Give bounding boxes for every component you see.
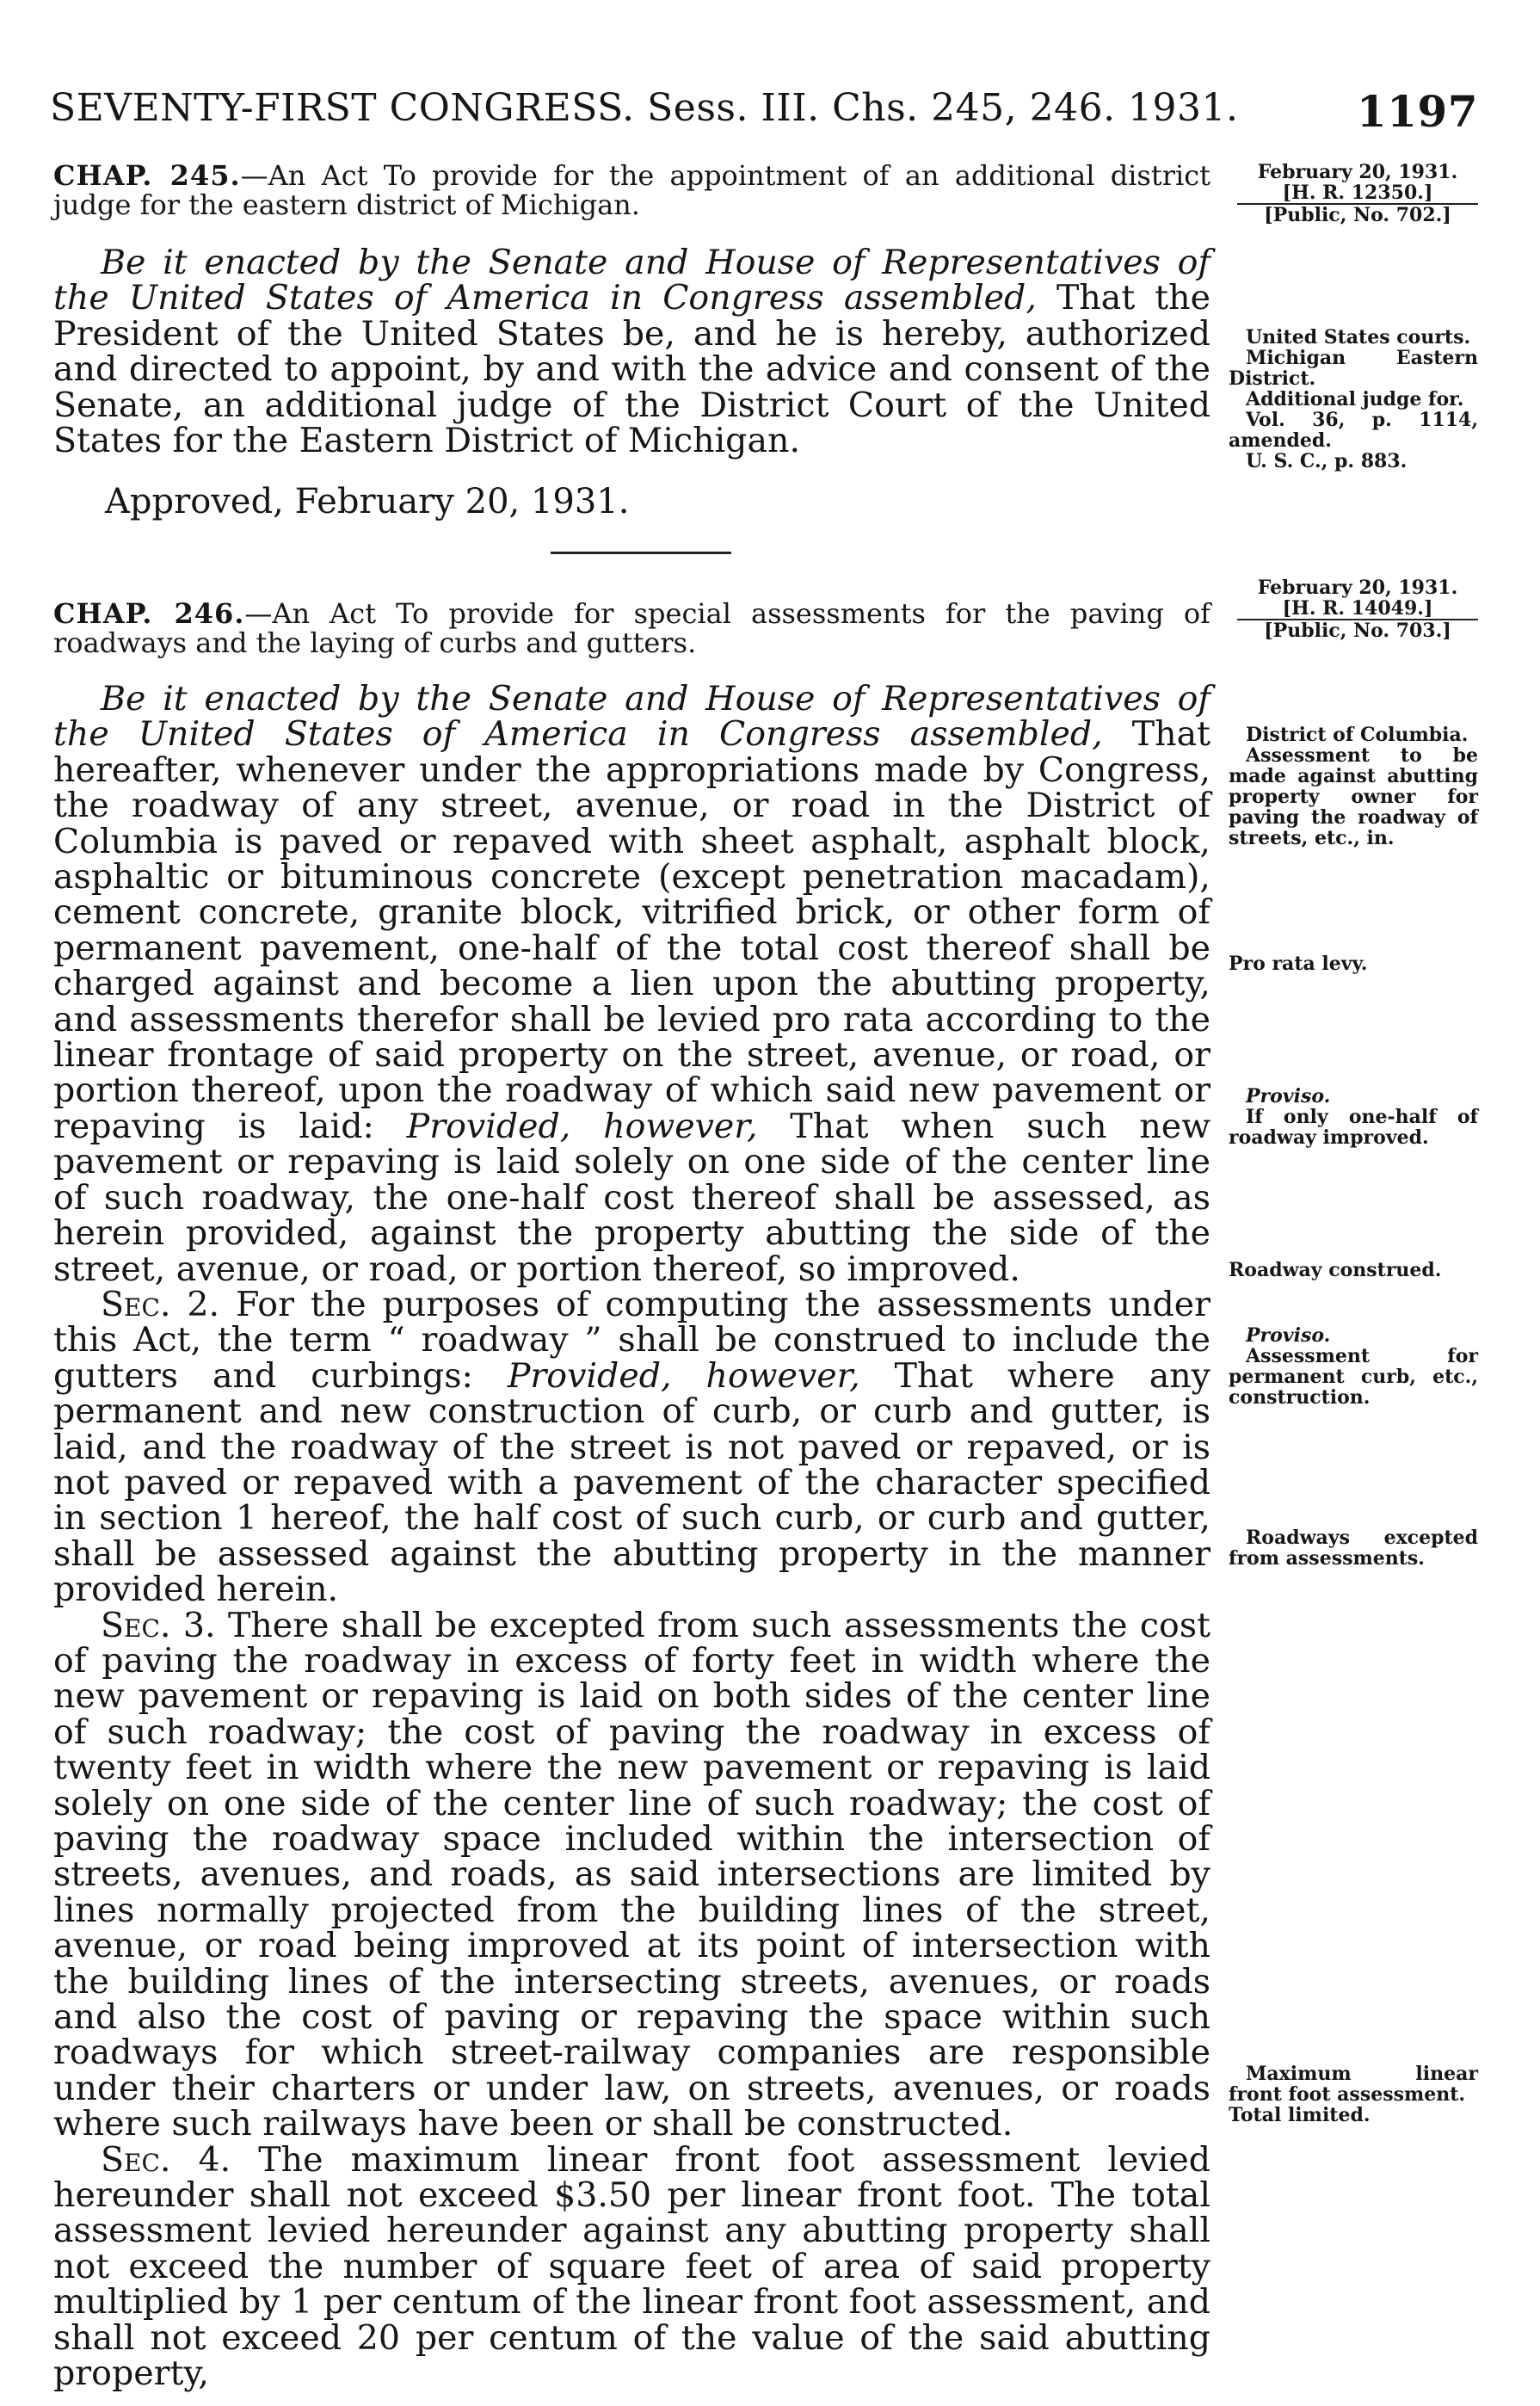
sec2-label: Sec. 2. <box>101 1284 220 1324</box>
margin-roadway-text: Roadway construed. <box>1229 1259 1442 1281</box>
chap245-bill: [H. R. 12350.] <box>1237 182 1478 205</box>
chap246-bill: [H. R. 14049.] <box>1237 598 1478 620</box>
chap246-date: February 20, 1931. <box>1257 577 1458 599</box>
sec2-text-b: That where any permanent and new construction of curb, or curb and gutter, is laid, and the roadway of the street is not paved or repaved, or is not paved or repaved with a pavement of the character specified in section 1 hereof, the half cost of such curb, or curb and gutter, shall be assessed against the abutting property in the manner provided herein. <box>53 1355 1210 1610</box>
margin-proviso-2-text: Assessment for permanent curb, etc., construction. <box>1229 1345 1478 1409</box>
chap245-title <box>53 161 1210 219</box>
chap245-margin-notes <box>1229 327 1478 472</box>
margin-proviso-2 <box>1229 1325 1478 1408</box>
margin-prorata-text: Pro rata levy. <box>1229 953 1368 975</box>
margin-roadway <box>1229 1260 1478 1280</box>
sec1-text-b: That when such new pavement or repaving is laid solely on one side of the center line of such roadway, the one-half cost thereof shall be assessed, as herein provided, against the property abutting the side of the street, avenue, or road, or portion thereof, so improved. <box>53 1106 1210 1289</box>
chap246-section-3 <box>53 1605 1210 2144</box>
chap246-title-text: —An Act To provide for special assessments for the paving of roadways and the laying of curbs and gutters. <box>53 597 1211 659</box>
chap245-date: February 20, 1931. <box>1257 161 1458 183</box>
chap246-public: [Public, No. 703.] <box>1264 620 1451 642</box>
margin-proviso-1-label: Proviso. <box>1246 1085 1331 1107</box>
margin-prorata <box>1229 953 1478 974</box>
sec3-text: There shall be excepted from such assessments the cost of paving the roadway in excess of forty feet in width where the new pavement or repaving is laid on both sides of the center line of such roadway; the cost of paving the roadway in excess of twenty feet in width where the new pavement or repaving is laid solely on one side of the center line of such roadway; the cost of paving the roadway space included within the intersection of streets, avenues, and roads, as said intersections are limited by lines normally projected from the building lines of the street, avenue, or road being improved at its point of intersection with the building lines of the intersecting streets, avenues, or roads and also the cost of paving or repaving the space within such roadways for which street-railway companies are responsible under their charters or under law, on streets, avenues, or roads where such railways have been or shall be constructed. <box>53 1605 1210 2144</box>
margin-dc-assessment: Assessment to be made against abutting property owner for paving the roadway of streets, etc., in. <box>1229 744 1478 849</box>
chap246-section-4 <box>53 2139 1210 2394</box>
chap246-enacting-italic: Be it enacted by the Senate and House of Representatives of the United States of America in Congress assembled, <box>53 679 1210 755</box>
sec2-proviso: Provided, however, <box>507 1355 860 1396</box>
margin-note-usc: U. S. C., p. 883. <box>1246 450 1408 472</box>
chap245-body <box>53 245 1210 459</box>
chap246-section-1 <box>53 679 1211 1289</box>
running-head <box>50 86 1478 146</box>
chap246-section-2 <box>53 1284 1210 1610</box>
margin-max <box>1229 2064 1478 2125</box>
margin-excepted <box>1229 1527 1478 1569</box>
margin-note-additional-judge: Additional judge for. <box>1246 388 1464 410</box>
chap245-approved: Approved, February 20, 1931. <box>105 482 630 521</box>
margin-proviso-2-label: Proviso. <box>1246 1324 1331 1347</box>
chap245-number: CHAP. 245. <box>53 159 241 192</box>
page-number: 1197 <box>1356 86 1478 137</box>
chap245-enacting-italic: Be it enacted by the Senate and House of Representatives of the United States of America in Congress assembled, <box>53 243 1210 318</box>
chap245-public: [Public, No. 702.] <box>1264 204 1451 226</box>
margin-excepted-text: Roadways excepted from assessments. <box>1229 1527 1478 1570</box>
sec1-text-a: That hereafter, whenever under the appropriations made by Congress, the roadway of any street, avenue, or road in the District of Columbia is paved or repaved with sheet asphalt, asphalt block, asphaltic or bituminous concrete (except penetration macadam), cement concrete, granite block, vitrified brick, or other form of permanent pavement, one-half of the total cost thereof shall be charged against and become a lien upon the abutting property, and assessments therefor shall be levied pro rata according to the linear frontage of said property on the street, avenue, or road, or portion thereof, upon the roadway of which said new pavement or repaving is laid: <box>53 714 1211 1146</box>
chapter-separator <box>551 552 731 554</box>
chap246-sidebox <box>1237 577 1478 641</box>
margin-max-text: Maximum linear front foot assessment. <box>1229 2063 1478 2106</box>
sec4-text: The maximum linear front foot assessment levied hereunder shall not exceed $3.50 per linear front foot. The total assessment levied hereunder against any abutting property shall not exceed the number of square feet of area of said property multiplied by 1 per centum of the linear front foot assessment, and shall not exceed 20 per centum of the value of the said abutting property, <box>53 2139 1210 2394</box>
running-head-title: SEVENTY-FIRST CONGRESS. Sess. III. Chs. 245, 246. 1931. <box>50 86 1239 130</box>
margin-proviso-1-text: If only one-half of roadway improved. <box>1229 1106 1478 1149</box>
sec3-label: Sec. 3. <box>101 1605 216 1645</box>
chap246-body <box>53 679 1211 2394</box>
margin-total-text: Total limited. <box>1229 2104 1371 2126</box>
sec2-text-a: For the purposes of computing the assessments under this Act, the term “ roadway ” shall be construed to include the gutters and curbings: <box>53 1284 1210 1396</box>
margin-note-michigan: Michigan Eastern District. <box>1229 347 1478 390</box>
margin-dc-heading: District of Columbia. <box>1246 724 1469 746</box>
chap245-enacting-text: That the President of the United States be, and he is hereby, authorized and directed to appoint, by and with the advice and consent of the Senate, an additional judge of the District Court of the United States for the Eastern District of Michigan. <box>53 278 1210 461</box>
margin-note-us-courts: United States courts. <box>1246 326 1471 349</box>
margin-proviso-1 <box>1229 1086 1478 1148</box>
chap246-number: CHAP. 246. <box>53 597 245 630</box>
sec1-proviso: Provided, however, <box>406 1106 758 1146</box>
chap245-enacting-clause <box>53 245 1210 459</box>
chap245-sidebox <box>1237 162 1478 225</box>
chap246-title <box>53 599 1210 657</box>
margin-note-vol-36: Vol. 36, p. 1114, amended. <box>1229 409 1478 452</box>
margin-dc <box>1229 725 1478 848</box>
sec4-label: Sec. 4. <box>101 2139 231 2180</box>
chap245-title-text: —An Act To provide for the appointment of an additional district judge for the eastern district of Michigan. <box>53 159 1211 221</box>
